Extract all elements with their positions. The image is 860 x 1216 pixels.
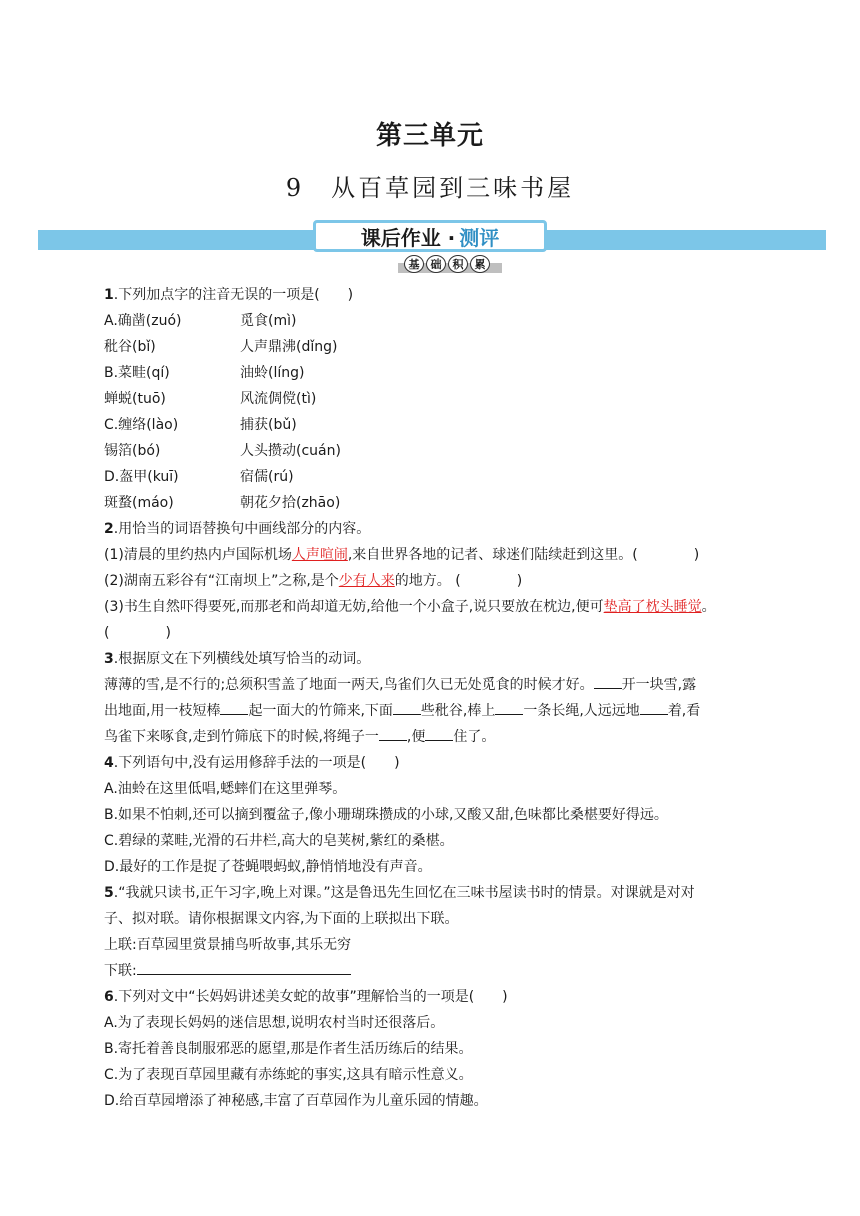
q3-passage-line: [104, 698, 784, 724]
q1-stem-text: .下列加点字的注音无误的一项是( ): [113, 287, 354, 303]
q1-option: 捕获(bǔ): [240, 417, 297, 433]
q3-blank[interactable]: [379, 726, 407, 741]
q3-blank[interactable]: [393, 700, 421, 715]
q4-option-a: A.油蛉在这里低唱,蟋蟀们在这里弹琴。: [104, 781, 347, 797]
q1-row: [104, 386, 784, 412]
q3-text: 住了。: [453, 729, 496, 745]
q4-option-c: C.碧绿的菜畦,光滑的石井栏,高大的皂荚树,紫红的桑椹。: [104, 833, 454, 849]
q3-passage-line: [104, 672, 784, 698]
q2-s2-post: 的地方。 ( ): [394, 573, 523, 589]
q2-s1-post: ,来自世界各地的记者、球迷们陆续赶到这里。( ): [347, 547, 700, 563]
section-tag-char: 累: [470, 255, 490, 273]
q1-option: A.确凿(zuó): [104, 313, 182, 329]
q6-option-a: A.为了表现长妈妈的迷信思想,说明农村当时还很落后。: [104, 1015, 445, 1031]
homework-banner: [313, 220, 547, 252]
q3-passage-line: [104, 724, 784, 750]
q3-blank[interactable]: [640, 700, 668, 715]
q2-s1-underlined: 人声喧闹: [291, 547, 348, 563]
q1-option: 人头攒动(cuán): [240, 443, 341, 459]
q4-stem-text: .下列语句中,没有运用修辞手法的一项是( ): [113, 755, 400, 771]
q2-s3-pre: (3)书生自然吓得要死,而那老和尚却道无妨,给他一个小盒子,说只要放在枕边,便可: [104, 599, 604, 615]
q3-number: 3: [104, 651, 114, 667]
q3-text: 起一面大的竹筛来,下面: [248, 703, 393, 719]
q2-sentence-2: [104, 568, 784, 594]
q5-lower-label: 下联:: [104, 963, 137, 979]
q1-row: [104, 438, 784, 464]
section-tag-char: 积: [448, 255, 468, 273]
q1-row: [104, 360, 784, 386]
q4-option-d: D.最好的工作是捉了苍蝇喂蚂蚁,静悄悄地没有声音。: [104, 859, 432, 875]
q6-option-c: C.为了表现百草园里藏有赤练蛇的事实,这具有暗示性意义。: [104, 1067, 473, 1083]
q1-option: 斑蝥(máo): [104, 495, 174, 511]
q1-option: 锡箔(bó): [104, 443, 161, 459]
q5-stem: [104, 880, 784, 906]
q2-stem-text: .用恰当的词语替换句中画线部分的内容。: [113, 521, 371, 537]
q3-blank[interactable]: [594, 674, 622, 689]
q1-option: 觅食(mì): [240, 313, 297, 329]
q3-stem: [104, 646, 784, 672]
q3-text: 出地面,用一枝短棒: [104, 703, 221, 719]
section-tag-char: 础: [426, 255, 446, 273]
q1-option: B.菜畦(qí): [104, 365, 170, 381]
q2-s1-pre: (1)清晨的里约热内卢国际机场: [104, 547, 292, 563]
q2-stem: [104, 516, 784, 542]
section-tag-char: 基: [404, 255, 424, 273]
q3-blank[interactable]: [220, 700, 248, 715]
q3-stem-text: .根据原文在下列横线处填写恰当的动词。: [113, 651, 371, 667]
q6-number: 6: [104, 989, 114, 1005]
q2-number: 2: [104, 521, 114, 537]
q3-text: ,便: [406, 729, 426, 745]
q4-number: 4: [104, 755, 114, 771]
q1-option: D.盔甲(kuī): [104, 469, 179, 485]
lesson-title: 9 从百草园到三味书屋: [285, 174, 575, 202]
q3-text: 着,看: [667, 703, 701, 719]
q5-answer-line[interactable]: [137, 960, 351, 975]
q1-option: 蝉蜕(tuō): [104, 391, 166, 407]
q1-row: [104, 412, 784, 438]
q3-blank[interactable]: [495, 700, 523, 715]
q1-number: 1: [104, 287, 114, 303]
q4-option-b: B.如果不怕刺,还可以摘到覆盆子,像小珊瑚珠攒成的小球,又酸又甜,色味都比桑椹要好得远。: [104, 807, 668, 823]
q2-s3-post: 。: [701, 599, 716, 615]
q2-s3-answer-paren: ( ): [104, 625, 171, 641]
q1-option: 人声鼎沸(dǐng): [240, 339, 338, 355]
q3-text: 开一块雪,露: [621, 677, 697, 693]
banner-accent-text: 测评: [459, 225, 500, 250]
q6-option-b: B.寄托着善良制服邪恶的愿望,那是作者生活历练后的结果。: [104, 1041, 473, 1057]
q6-stem-text: .下列对文中“长妈妈讲述美女蛇的故事”理解恰当的一项是( ): [113, 989, 508, 1005]
q1-option: 宿儒(rú): [240, 469, 294, 485]
q1-option: 秕谷(bǐ): [104, 339, 156, 355]
q5-stem-text: .“我就只读书,正午习字,晚上对课。”这是鲁迅先生回忆在三味书屋读书时的情景。对课就是对对: [113, 885, 695, 901]
q1-option: C.缠络(lào): [104, 417, 179, 433]
q2-sentence-1: [104, 542, 784, 568]
q1-option: 朝花夕拾(zhāo): [240, 495, 341, 511]
q3-blank[interactable]: [425, 726, 453, 741]
q1-option: 油蛉(líng): [240, 365, 305, 381]
q3-text: 鸟雀下来啄食,走到竹筛底下的时候,将绳子一: [104, 729, 379, 745]
section-tag-basic: [392, 254, 502, 274]
q4-stem: [104, 750, 784, 776]
q2-s2-pre: (2)湖南五彩谷有“江南坝上”之称,是个: [104, 573, 339, 589]
q2-s3-underlined: 垫高了枕头睡觉: [603, 599, 702, 615]
q2-sentence-3: [104, 594, 784, 620]
worksheet-content: [104, 282, 784, 1114]
q2-s2-underlined: 少有人来: [338, 573, 395, 589]
unit-title: 第三单元: [375, 121, 484, 151]
q5-upper-couplet: 上联:百草园里赏景捕鸟听故事,其乐无穷: [104, 937, 352, 953]
q5-number: 5: [104, 885, 114, 901]
q5-lower-couplet: [104, 958, 784, 984]
q3-text: 一条长绳,人远远地: [523, 703, 640, 719]
q6-option-d: D.给百草园增添了神秘感,丰富了百草园作为儿童乐园的情趣。: [104, 1093, 488, 1109]
q1-row: [104, 464, 784, 490]
q5-stem-cont: 子、拟对联。请你根据课文内容,为下面的上联拟出下联。: [104, 911, 459, 927]
q3-text: 些秕谷,棒上: [420, 703, 496, 719]
banner-main-text: 课后作业 ·: [360, 225, 456, 250]
q1-stem: [104, 282, 784, 308]
q1-option: 风流倜傥(tì): [240, 391, 317, 407]
q3-text: 薄薄的雪,是不行的;总须积雪盖了地面一两天,鸟雀们久已无处觅食的时候才好。: [104, 677, 594, 693]
q1-row: [104, 334, 784, 360]
q6-stem: [104, 984, 784, 1010]
q1-row: [104, 308, 784, 334]
q1-row: [104, 490, 784, 516]
